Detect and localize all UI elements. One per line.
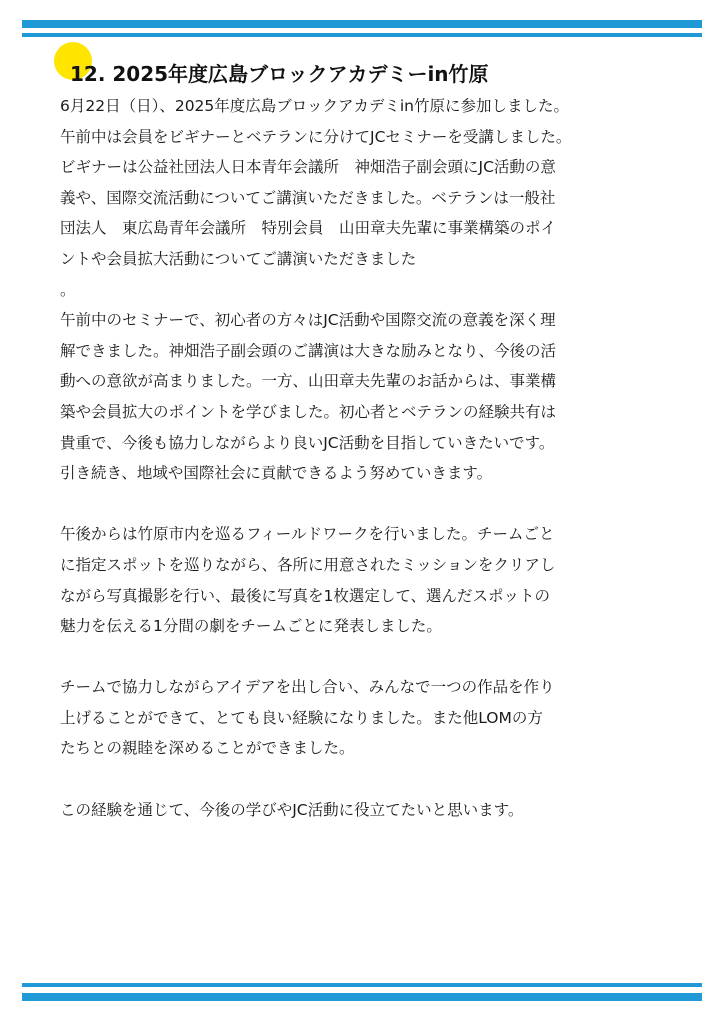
bottom-border-thick xyxy=(22,993,702,1001)
text-line: 義や、国際交流活動についてご講演いただきました。ベテランは一般社 xyxy=(60,188,556,207)
text-line: ビギナーは公益社団法人日本青年会議所 神畑浩子副会頭にJC活動の意 xyxy=(60,158,556,177)
text-line: 動への意欲が高まりました。一方、山田章夫先輩のお話からは、事業構 xyxy=(60,372,557,391)
paragraph-gap xyxy=(60,764,680,795)
text-line: ながら写真撮影を行い、最後に写真を1枚選定して、選んだスポットの xyxy=(60,586,551,605)
text-line: 引き続き、地域や国際社会に貢献できるよう努めていきます。 xyxy=(60,464,493,483)
text-line: 築や会員拡大のポイントを学びました。初心者とベテランの経験共有は xyxy=(60,402,557,421)
paragraph xyxy=(60,672,680,764)
paragraph-gap xyxy=(60,642,680,673)
text-line: 6月22日（日）、2025年度広島ブロックアカデミin竹原に参加しました。 xyxy=(60,97,569,115)
text-line: 午後からは竹原市内を巡るフィールドワークを行いました。チームごと xyxy=(60,525,555,544)
top-border-thin xyxy=(22,33,702,37)
bottom-border-thin xyxy=(22,983,702,987)
text-line: 魅力を伝える1分間の劇をチームごとに発表しました。 xyxy=(60,617,442,636)
text-line: 貴重で、今後も協力しながらより良いJC活動を目指していきたいです。 xyxy=(60,433,555,452)
text-line: 上げることができて、とても良い経験になりました。また他LOMの方 xyxy=(60,708,543,727)
article-body xyxy=(60,91,680,825)
paragraph xyxy=(60,795,680,826)
text-line: に指定スポットを巡りながら、各所に用意されたミッションをクリアし xyxy=(60,555,556,574)
section-heading: 12. 2025年度広島ブロックアカデミーin竹原 xyxy=(70,62,489,86)
paragraph xyxy=(60,91,680,489)
text-line: たちとの親睦を深めることができました。 xyxy=(60,739,355,758)
paragraph xyxy=(60,519,680,641)
top-border-thick xyxy=(22,20,702,28)
paragraph-gap xyxy=(60,489,680,520)
text-line: ントや会員拡大活動についてご講演いただきました xyxy=(60,249,417,268)
text-line: 午前中のセミナーで、初心者の方々はJC活動や国際交流の意義を深く理 xyxy=(60,311,556,330)
text-line: この経験を通じて、今後の学びやJC活動に役立てたいと思います。 xyxy=(60,800,524,819)
text-line: 。 xyxy=(60,280,76,299)
text-line: チームで協力しながらアイデアを出し合い、みんなで一つの作品を作り xyxy=(60,678,555,697)
text-line: 団法人 東広島青年会議所 特別会員 山田章夫先輩に事業構築のポイ xyxy=(60,219,557,238)
text-line: 解できました。神畑浩子副会頭のご講演は大きな励みとなり、今後の活 xyxy=(60,341,557,360)
text-line: 午前中は会員をビギナーとベテランに分けてJCセミナーを受講しました。 xyxy=(60,127,572,146)
